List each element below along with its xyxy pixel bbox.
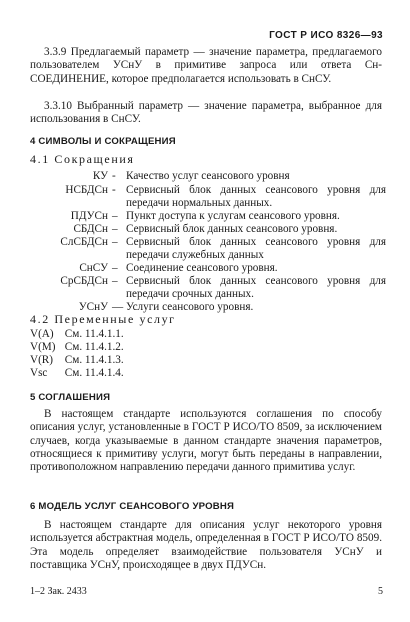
abbreviation-term: УСнУ [78, 301, 108, 313]
variable-term: Vsc [30, 367, 48, 379]
abbreviation-term: СрСБДСн [60, 275, 108, 287]
abbreviation-dash: – [112, 210, 118, 222]
footer-order-number: 1–2 Зак. 2433 [30, 586, 87, 597]
abbreviation-term: КУ [92, 170, 108, 182]
variable-item [30, 341, 124, 354]
abbreviation-definition: Качество услуг сеансового уровня [126, 170, 290, 182]
page-number: 5 [378, 586, 383, 597]
abbreviation-dash: - [112, 184, 116, 196]
abbreviation-term: ПДУСн [70, 210, 108, 222]
abbreviation-dash: – [112, 223, 118, 235]
variable-reference: См. 11.4.1.2. [64, 341, 124, 353]
variable-term: V(A) [30, 328, 54, 340]
section-6-text: В настоящем стандарте для описания услуг некоторого уровня используется абстрактная модель, определенная в ГОСТ Р ИСО/ТО 8509. Эта модель определяет взаимодействие пользователя УСнУ и поставщика УСнУ, происходящее в двух ПДУСн. [30, 519, 382, 571]
variable-term: V(R) [30, 354, 53, 366]
abbreviation-dash: – [112, 275, 118, 287]
variable-reference: См. 11.4.1.1. [64, 328, 124, 340]
variable-item [30, 367, 124, 380]
paragraph-3-3-10: 3.3.10 Выбранный параметр — значение параметра, выбранное для использования в СнСУ. [30, 100, 382, 126]
subsection-4-1-title: 4.1 Сокращения [30, 152, 135, 166]
abbreviation-definition: Сервисный блок данных сеансового уровня. [126, 223, 338, 235]
abbreviation-term: СнСУ [79, 262, 108, 274]
section-4-title: 4 СИМВОЛЫ И СОКРАЩЕНИЯ [30, 136, 176, 147]
abbreviation-term: СлСБДСн [60, 236, 108, 248]
variable-item [30, 328, 124, 341]
paragraph-3-3-9: 3.3.9 Предлагаемый параметр — значение параметра, предлагаемого пользователем УСнУ в примитиве запроса или ответа Сн-СОЕДИНЕНИЕ, которое предполагается использовать в СнСУ. [30, 46, 382, 85]
abbreviation-dash: – [112, 236, 118, 248]
variable-term: V(M) [30, 341, 56, 353]
abbreviation-definition: Сервисный блок данных сеансового уровня для передачи срочных данных. [126, 275, 386, 300]
abbreviation-dash: — [112, 301, 124, 313]
abbreviation-dash: – [112, 262, 118, 274]
subsection-4-2-title: 4.2 Переменные услуг [30, 312, 176, 326]
abbreviation-term: СБДСн [73, 223, 108, 235]
variable-item [30, 354, 124, 367]
variable-reference: См. 11.4.1.4. [64, 367, 124, 379]
variable-reference: См. 11.4.1.3. [64, 354, 124, 366]
section-5-text: В настоящем стандарте используются соглашения по способу описания услуг, установленные в ГОСТ Р ИСО/ТО 8509, за исключением случаев, когда указываемые в данном стандарте значения параметров, относящиеся к примитиву услуги, могут быть переданы в направлении, противоположном направлению передачи данного примитива услуг. [30, 408, 382, 474]
doc-header: ГОСТ Р ИСО 8326—93 [269, 30, 383, 41]
abbreviation-term: НСБДСн [65, 184, 108, 196]
abbreviation-definition: Сервисный блок данных сеансового уровня для передачи нормальных данных. [126, 184, 386, 209]
abbreviation-definition: Услуги сеансового уровня. [126, 301, 254, 313]
abbreviation-definition: Пункт доступа к услугам сеансового уровня. [126, 210, 340, 222]
section-5-title: 5 СОГЛАШЕНИЯ [30, 392, 111, 403]
abbreviation-definition: Соединение сеансового уровня. [126, 262, 278, 274]
section-6-title: 6 МОДЕЛЬ УСЛУГ СЕАНСОВОГО УРОВНЯ [30, 501, 235, 512]
abbreviation-dash: - [112, 170, 116, 182]
abbreviation-definition: Сервисный блок данных сеансового уровня для передачи служебных данных [126, 236, 386, 261]
